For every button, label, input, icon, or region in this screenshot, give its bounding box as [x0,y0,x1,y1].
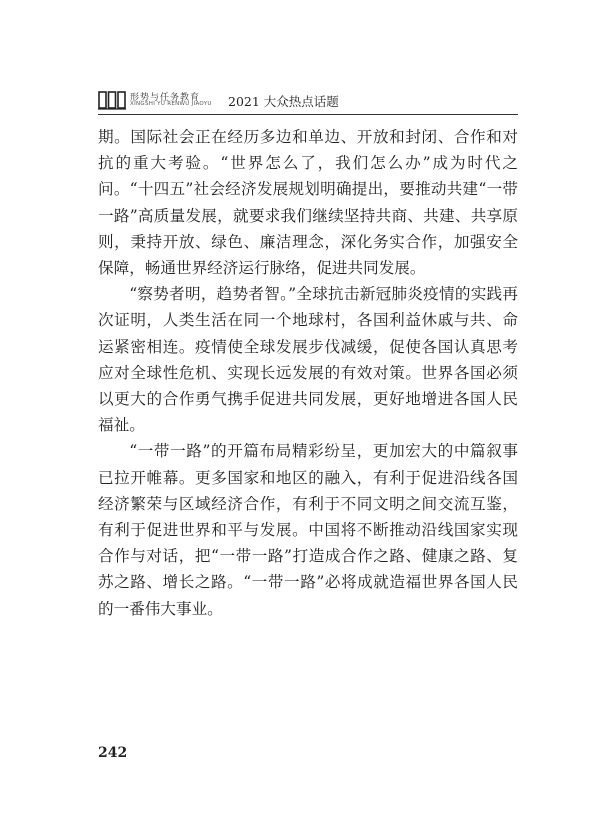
book-title: 2021 大众热点话题 [228,94,339,109]
running-header [98,90,518,114]
paragraph-continued: 期。国际社会正在经历多边和单边、开放和封闭、合作和对抗的重大考验。“世界怎么了，我们怎么办”成为时代之问。“十四五”社会经济发展规划明确提出，要推动共建“一带一路”高质量发展，就要求我们继续坚持共商、共建、共享原则，秉持开放、绿色、廉洁理念，深化务实合作，加强安全保障，畅通世界经济运行脉络，促进共同发展。 [98,128,518,278]
body-text [98,124,518,622]
series-title-cn: 形势与任务教育 [130,93,201,103]
paragraph: “一带一路”的开篇布局精彩纷呈，更加宏大的中篇叙事已拉开帷幕。更多国家和地区的融入，有利于促进沿线各国经济繁荣与区域经济合作，有利于不同文明之间交流互鉴，有利于促进世界和平与发展。中国将不断推动沿线国家实现合作与对话，把“一带一路”打造成合作之路、健康之路、复苏之路、增长之路。“一带一路”必将成就造福世界各国人民的一番伟大事业。 [98,442,518,618]
page-number: 242 [98,745,128,761]
header-divider [98,114,518,115]
book-pages-icon [98,90,126,110]
paragraph: “察势者明，趋势者智。”全球抗击新冠肺炎疫情的实践再次证明，人类生活在同一个地球村，各国利益休戚与共、命运紧密相连。疫情使全球发展步伐减缓，促使各国认真思考应对全球性危机、实现长远发展的有效对策。世界各国必须以更大的合作勇气携手促进共同发展，更好地增进各国人民福祉。 [98,285,518,435]
series-title-en: XINGSHI YU RENWU JIAOYU [130,101,212,107]
